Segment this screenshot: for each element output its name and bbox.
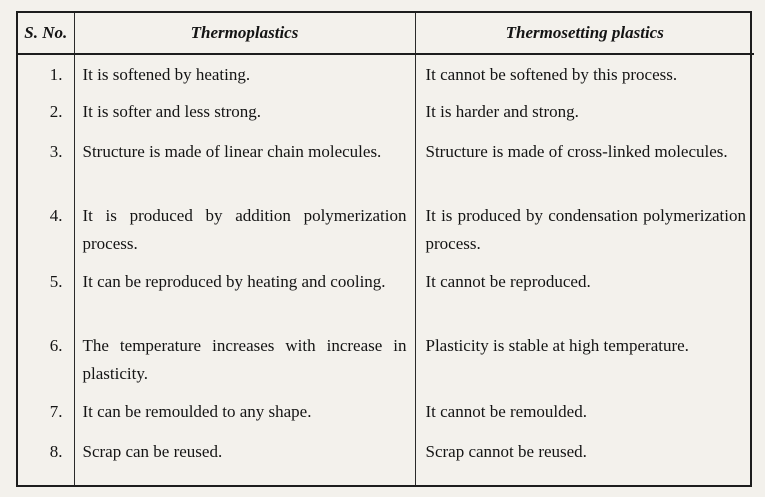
header-thermosetting: Thermosetting plastics [415,13,754,54]
thermoplastics-cell: It is softened by heating. [74,54,415,92]
thermosetting-cell: It is produced by condensation polymerization process. [415,196,754,262]
table-row [18,392,754,432]
thermoplastics-cell: The temperature increases with increase in plasticity. [74,326,415,392]
thermoplastics-cell: Scrap can be reused. [74,432,415,485]
row-number: 2. [18,92,74,132]
thermosetting-cell: It cannot be remoulded. [415,392,754,432]
thermosetting-cell: It cannot be reproduced. [415,262,754,326]
table-row [18,196,754,262]
header-row [18,13,754,54]
thermoplastics-cell: Structure is made of linear chain molecules. [74,132,415,196]
thermoplastics-cell: It is softer and less strong. [74,92,415,132]
row-number: 5. [18,262,74,326]
thermoplastics-cell: It is produced by addition polymerization process. [74,196,415,262]
table-row [18,432,754,485]
table-row [18,54,754,92]
table-row [18,92,754,132]
table-row [18,326,754,392]
row-number: 8. [18,432,74,485]
comparison-table [16,11,752,487]
row-number: 4. [18,196,74,262]
row-number: 1. [18,54,74,92]
row-number: 6. [18,326,74,392]
row-number: 3. [18,132,74,196]
thermosetting-cell: Scrap cannot be reused. [415,432,754,485]
thermoplastics-cell: It can be reproduced by heating and cooling. [74,262,415,326]
thermosetting-cell: It is harder and strong. [415,92,754,132]
thermosetting-cell: Structure is made of cross-linked molecules. [415,132,754,196]
header-thermoplastics: Thermoplastics [74,13,415,54]
table-row [18,132,754,196]
row-number: 7. [18,392,74,432]
thermosetting-cell: Plasticity is stable at high temperature. [415,326,754,392]
table-row [18,262,754,326]
header-sno: S. No. [18,13,74,54]
thermosetting-cell: It cannot be softened by this process. [415,54,754,92]
comparison-table-grid [18,13,754,485]
thermoplastics-cell: It can be remoulded to any shape. [74,392,415,432]
